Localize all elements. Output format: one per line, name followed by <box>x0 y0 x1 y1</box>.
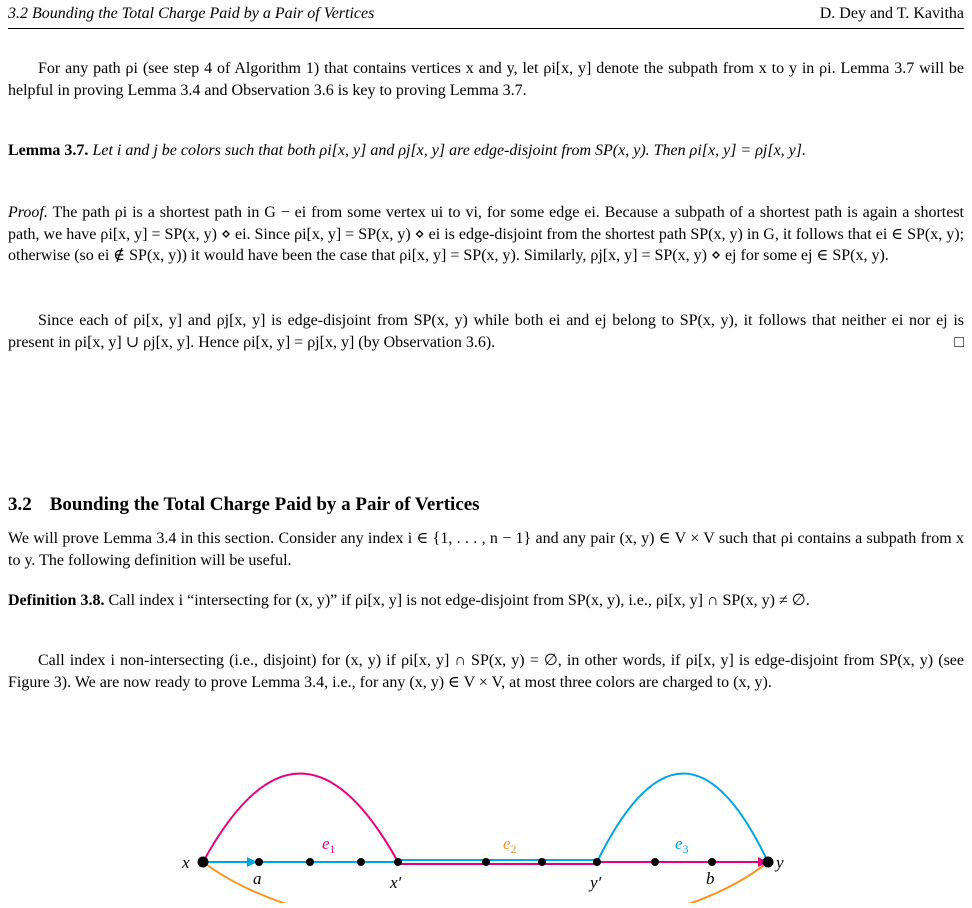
vertex-4 <box>538 858 546 866</box>
vertex-2 <box>357 858 365 866</box>
after-definition-paragraph: Call index i non-intersecting (i.e., disjoint) for (x, y) if ρi[x, y] ∩ SP(x, y) = ∅, in other words, if ρi[x, y] is edge-disjoint from SP(x, y) (see Figure 3). We are now ready to prove Lemma 3.4, i.e., for any (x, y) ∈ V × V, at most three colors are charged to (x, y). <box>8 652 964 691</box>
section-number: 3.2 <box>8 494 32 515</box>
vertex-3 <box>482 858 490 866</box>
magenta-arc-x-to-xprime <box>203 774 398 863</box>
vertex-x-prime <box>394 858 402 866</box>
vertex-1 <box>306 858 314 866</box>
definition-3-8 <box>8 590 964 612</box>
lemma-label: Lemma 3.7. <box>8 142 89 159</box>
vertex-y <box>763 857 774 868</box>
section-intro-paragraph: We will prove Lemma 3.4 in this section. Consider any index i ∈ {1, . . . , n − 1} and any pair (x, y) ∈ V × V such that ρi contains a subpath from x to y. The following definition will be useful. <box>8 530 964 569</box>
definition-text: Call index i “intersecting for (x, y)” if ρi[x, y] is not edge-disjoint from SP(x, y), i.e., ρi[x, y] ∩ SP(x, y) ≠ ∅. <box>108 592 810 609</box>
running-header <box>8 4 964 29</box>
label-e2: $e_2$ <box>503 834 517 856</box>
label-b: b <box>706 869 715 888</box>
proof-paragraph-2 <box>8 310 964 353</box>
orange-arc-x-to-y <box>203 862 768 903</box>
label-y: y <box>776 853 784 872</box>
figure-3 <box>0 640 972 903</box>
qed-symbol: □ <box>954 333 964 351</box>
label-e3: $e_3$ <box>675 834 689 856</box>
vertex-y-prime <box>593 858 601 866</box>
definition-label: Definition 3.8. <box>8 592 105 609</box>
proof-text-2: Since each of ρi[x, y] and ρj[x, y] is edge-disjoint from SP(x, y) while both ei and ej belong to SP(x, y), it follows that neither ei nor ej is present in ρi[x, y] ∪ ρj[x, y]. Hence ρi[x, y] = ρj[x, y] (by Observation 3.6). <box>8 312 964 351</box>
label-y-prime: y′ <box>590 873 602 892</box>
section-title: Bounding the Total Charge Paid by a Pair of Vertices <box>49 494 480 515</box>
proof-text-1: The path ρi is a shortest path in G − ei from some vertex ui to vi, for some edge ei. Because a subpath of a shortest path is again a shortest path, we have ρi[x, y] = SP(x, y) ⋄ ei. Since ρi[x, y] = SP(x, y) ⋄ ei is edge-disjoint from the shortest path SP(x, y) in G, it follows that ei ∈ SP(x, y); otherwise (so ei ∉ SP(x, y)) it would have been the case that ρi[x, y] = SP(x, y). Similarly, ρj[x, y] = SP(x, y) ⋄ ej for some ej ∈ SP(x, y). <box>8 204 965 264</box>
header-authors: D. Dey and T. Kavitha <box>819 5 964 22</box>
section-heading <box>8 494 480 516</box>
proof-paragraph-1 <box>8 202 964 267</box>
intro-paragraph: For any path ρi (see step 4 of Algorithm 1) that contains vertices x and y, let ρi[x, y] denote the subpath from x to y in ρi. Lemma 3.7 will be helpful in proving Lemma 3.4 and Observation 3.6 is key to proving Lemma 3.7. <box>8 60 964 99</box>
label-x-prime: x′ <box>390 873 402 892</box>
label-a: a <box>253 869 262 888</box>
vertex-x <box>198 857 209 868</box>
proof-label: Proof. <box>8 204 48 221</box>
path-diagram <box>0 640 972 903</box>
vertex-a <box>255 858 263 866</box>
vertex-b <box>708 858 716 866</box>
lemma-3-7 <box>8 140 964 162</box>
vertex-5 <box>651 858 659 866</box>
label-e1: $e_1$ <box>322 834 336 856</box>
label-x: x <box>182 853 190 872</box>
lemma-statement: Let i and j be colors such that both ρi[x, y] and ρj[x, y] are edge-disjoint from SP(x, y). Then ρi[x, y] = ρj[x, y]. <box>92 142 806 159</box>
header-section-title: 3.2 Bounding the Total Charge Paid by a Pair of Vertices <box>8 5 375 22</box>
